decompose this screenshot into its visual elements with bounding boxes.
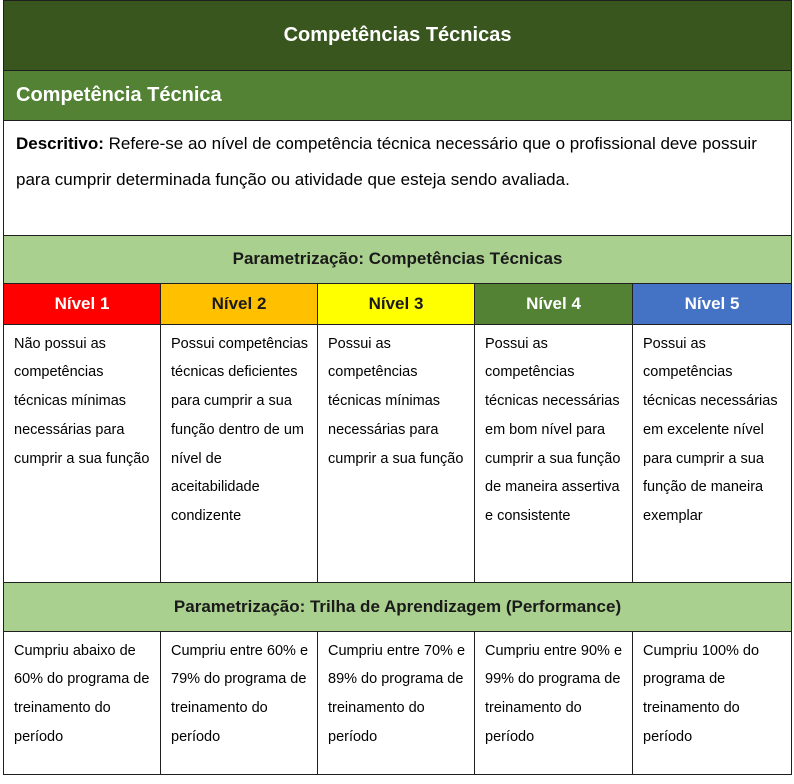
level-5-performance: Cumpriu 100% do programa de treinamento do período	[633, 631, 792, 774]
level-4-description: Possui as competências técnicas necessárias em bom nível para cumprir a sua função de maneira assertiva e consistente	[475, 324, 633, 583]
level-1-header: Nível 1	[4, 283, 161, 324]
param-competencias-header: Parametrização: Competências Técnicas	[4, 235, 792, 283]
description-cell	[4, 121, 792, 235]
level-2-header: Nível 2	[161, 283, 318, 324]
param-trilha-header: Parametrização: Trilha de Aprendizagem (Performance)	[4, 583, 792, 631]
level-3-description: Possui as competências técnicas mínimas necessárias para cumprir a sua função	[318, 324, 475, 583]
competencias-table	[3, 0, 792, 775]
level-4-performance: Cumpriu entre 90% e 99% do programa de treinamento do período	[475, 631, 633, 774]
section-title: Competência Técnica	[4, 71, 792, 121]
level-5-description: Possui as competências técnicas necessárias em excelente nível para cumprir a sua função de maneira exemplar	[633, 324, 792, 583]
level-1-performance: Cumpriu abaixo de 60% do programa de treinamento do período	[4, 631, 161, 774]
level-3-performance: Cumpriu entre 70% e 89% do programa de treinamento do período	[318, 631, 475, 774]
level-2-performance: Cumpriu entre 60% e 79% do programa de treinamento do período	[161, 631, 318, 774]
page-title: Competências Técnicas	[4, 1, 792, 71]
level-2-description: Possui competências técnicas deficientes para cumprir a sua função dentro de um nível de aceitabilidade condizente	[161, 324, 318, 583]
level-3-header: Nível 3	[318, 283, 475, 324]
level-4-header: Nível 4	[475, 283, 633, 324]
description-text: Refere-se ao nível de competência técnica necessário que o profissional deve possuir para cumprir determinada função ou atividade que esteja sendo avaliada.	[16, 134, 757, 190]
level-5-header: Nível 5	[633, 283, 792, 324]
description-label: Descritivo:	[16, 134, 104, 154]
level-1-description: Não possui as competências técnicas mínimas necessárias para cumprir a sua função	[4, 324, 161, 583]
